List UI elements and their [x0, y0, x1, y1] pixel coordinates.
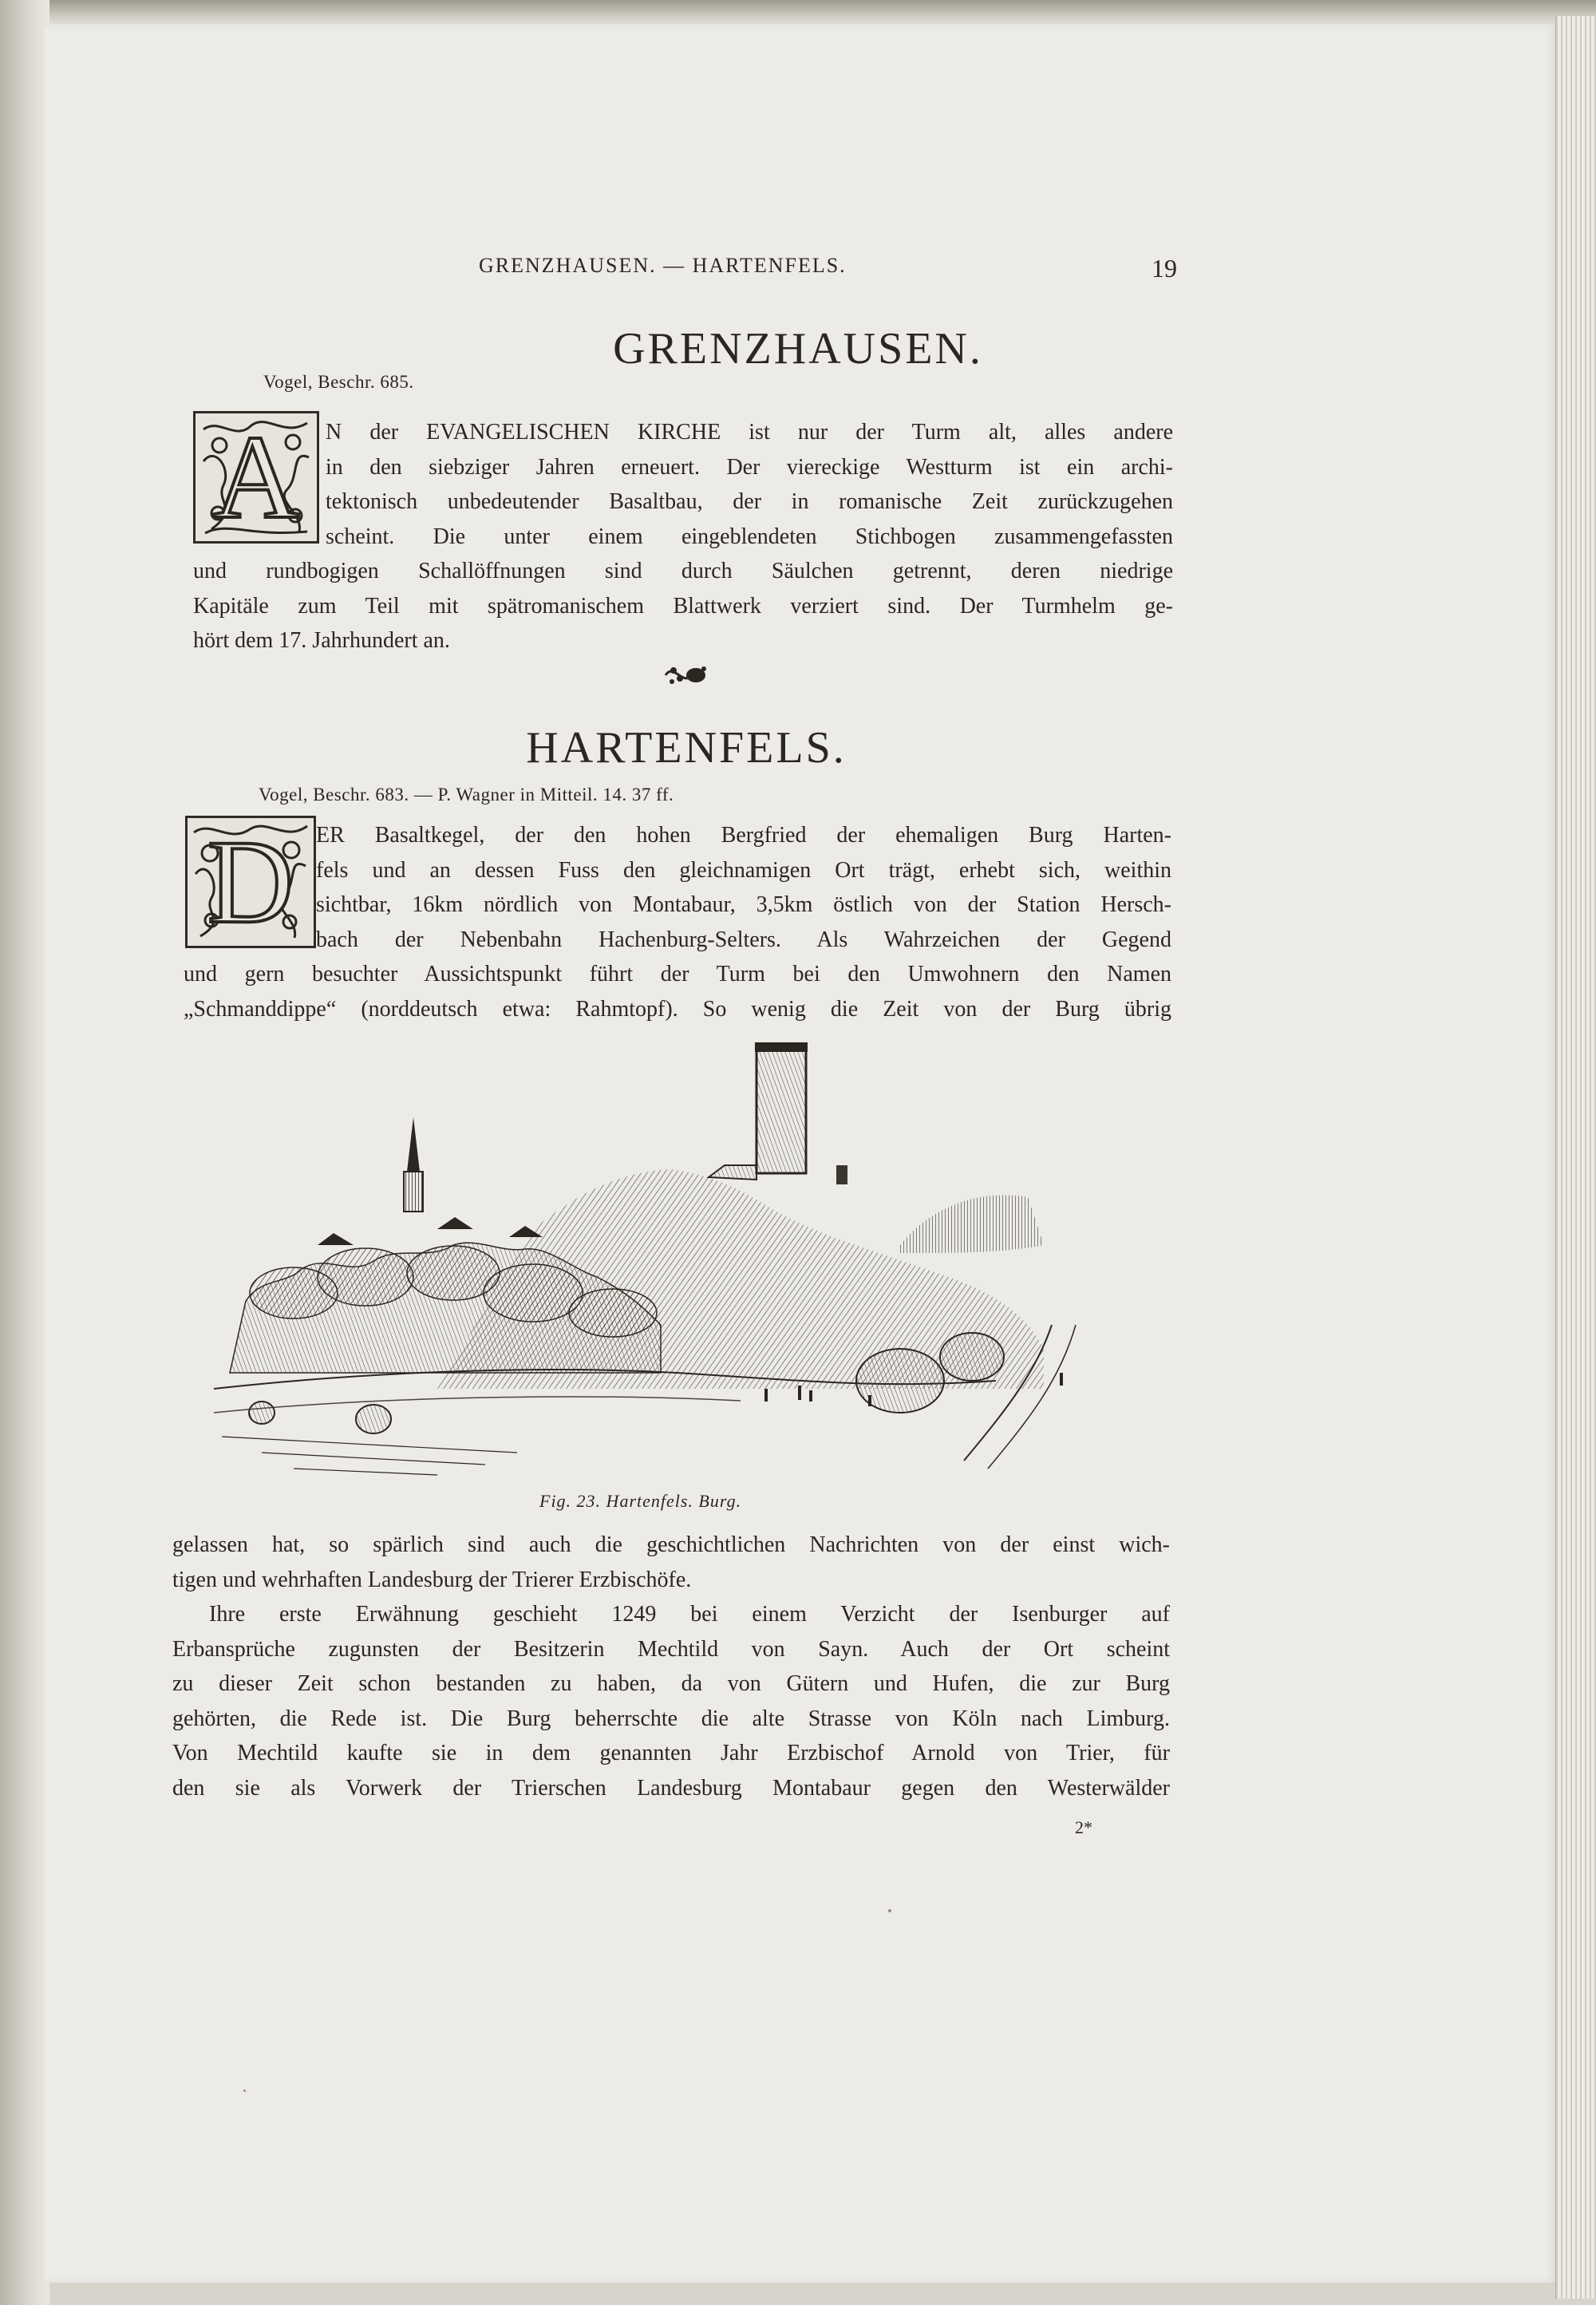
page-stack-edges: [1555, 16, 1596, 2299]
text-line: gehörten, die Rede ist. Die Burg beherrschte die alte Strasse von Köln nach Limburg.: [172, 1706, 1170, 1731]
signature-mark: 2*: [1075, 1817, 1092, 1837]
paragraph-hartenfels-full: [184, 957, 1171, 1026]
figure-caption: Fig. 23. Hartenfels. Burg.: [539, 1491, 742, 1511]
initial-letter-a: A: [212, 411, 300, 544]
paragraph-hartenfels-history: [172, 1597, 1170, 1805]
text-line: Erbansprüche zugunsten der Besitzerin Mechtild von Sayn. Auch der Ort scheint: [172, 1636, 1170, 1662]
text-line: tektonisch unbedeutender Basaltbau, der in romanische Zeit zurückzugehen: [326, 489, 1173, 514]
text-line: Kapitäle zum Teil mit spätromanischem Blattwerk verziert sind. Der Turmhelm ge-: [193, 593, 1173, 619]
running-head: GRENZHAUSEN. — HARTENFELS.: [479, 254, 847, 277]
paper-speck: [888, 1909, 891, 1912]
text-line: Von Mechtild kaufte sie in dem genannten Jahr Erzbischof Arnold von Trier, für: [172, 1741, 1170, 1765]
text-line: bach der Nebenbahn Hachenburg-Selters. Als Wahrzeichen der Gegend: [316, 927, 1171, 952]
decorated-initial-a: [193, 411, 319, 544]
text-line: N der EVANGELISCHEN KIRCHE ist nur der Turm alt, alles andere: [326, 420, 1173, 445]
section-title-hartenfels: HARTENFELS.: [526, 723, 847, 773]
text-line: und gern besuchter Aussichtspunkt führt der Turm bei den Umwohnern den Namen: [184, 962, 1171, 986]
paragraph-hartenfels-indented: [316, 818, 1171, 957]
paragraph-grenzhausen-full: [193, 554, 1173, 658]
text-line: scheint. Die unter einem eingeblendeten Stichbogen zusammengefassten: [326, 524, 1173, 549]
text-line: Ihre erste Erwähnung geschieht 1249 bei einem Verzicht der Isenburger auf: [209, 1602, 1170, 1627]
text-line: fels und an dessen Fuss den gleichnamigen Ort trägt, erhebt sich, weithin: [316, 857, 1171, 883]
section-title-grenzhausen: GRENZHAUSEN.: [613, 324, 983, 374]
reference-grenzhausen: Vogel, Beschr. 685.: [263, 372, 414, 392]
vignette-ornament-icon: [664, 661, 710, 690]
initial-letter-d: D: [207, 816, 294, 948]
text-line: ER Basaltkegel, der den hohen Bergfried der ehemaligen Burg Harten-: [316, 823, 1171, 848]
page-number: 19: [1152, 254, 1177, 283]
text-line: den sie als Vorwerk der Trierschen Landesburg Montabaur gegen den Westerwälder: [172, 1775, 1170, 1801]
text-line: „Schmanddippe“ (norddeutsch etwa: Rahmtopf). So wenig die Zeit von der Burg übrig: [184, 996, 1171, 1022]
text-line: gelassen hat, so spärlich sind auch die geschichtlichen Nachrichten von der einst wich-: [172, 1532, 1170, 1557]
text-line: zu dieser Zeit schon bestanden zu haben, da von Gütern und Hufen, die zur Burg: [172, 1671, 1170, 1696]
decorated-initial-d: [185, 816, 316, 948]
paragraph-hartenfels-after-figure: [172, 1528, 1170, 1597]
text-line: und rundbogigen Schallöffnungen sind durch Säulchen getrennt, deren niedrige: [193, 559, 1173, 583]
text-line: hört dem 17. Jahrhundert an.: [193, 628, 450, 653]
text-line: tigen und wehrhaften Landesburg der Trierer Erzbischöfe.: [172, 1567, 692, 1592]
paragraph-grenzhausen-indented: [326, 415, 1173, 554]
text-line: sichtbar, 16km nördlich von Montabaur, 3,5km östlich von der Station Hersch-: [316, 892, 1171, 917]
book-top-edge: [32, 0, 1596, 27]
text-line: in den siebziger Jahren erneuert. Der viereckige Westturm ist ein archi-: [326, 454, 1173, 480]
paper-speck: [243, 2090, 246, 2092]
figure-hartenfels-castle-engraving: [198, 1038, 1148, 1485]
book-gutter: [0, 0, 49, 2305]
reference-hartenfels: Vogel, Beschr. 683. — P. Wagner in Mitteil. 14. 37 ff.: [259, 785, 674, 805]
